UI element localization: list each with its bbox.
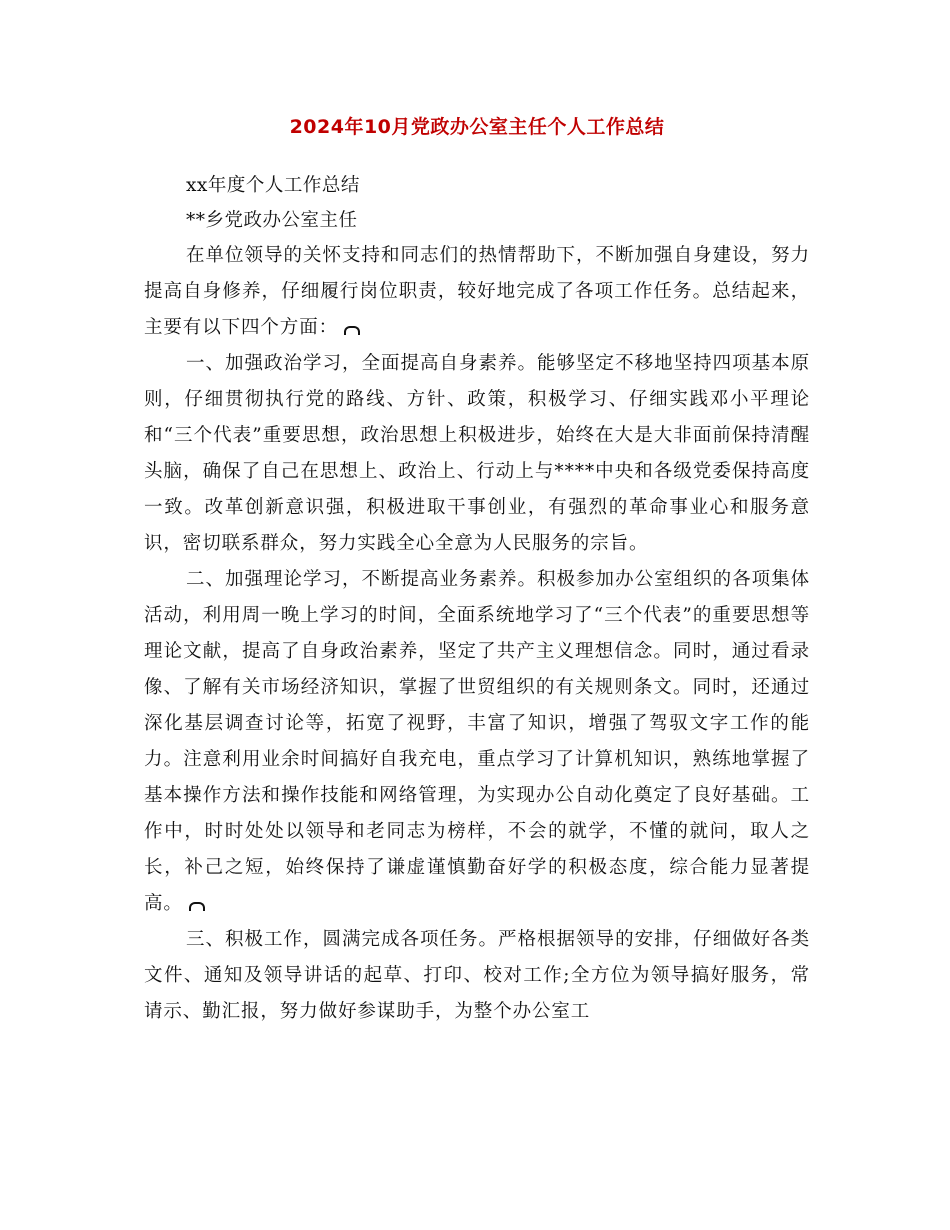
paragraph-intro bbox=[144, 238, 810, 346]
author-line: **乡党政办公室主任 bbox=[186, 210, 358, 231]
document-title: 2024年10月党政办公室主任个人工作总结 bbox=[289, 116, 665, 138]
document-subtitle: xx年度个人工作总结 bbox=[186, 175, 360, 196]
paragraph-text: 二、加强理论学习，不断提高业务素养。积极参加办公室组织的各项集体活动，利用周一晚上学习的时间，全面系统地学习了“三个代表”的重要思想等理论文献，提高了自身政治素养，坚定了共产主义理想信念。同时，通过看录像、了解有关市场经济知识，掌握了世贸组织的有关规则条文。同时，还通过深化基层调查讨论等，拓宽了视野，丰富了知识，增强了驾驭文字工作的能力。注意利用业余时间搞好自我充电，重点学习了计算机知识，熟练地掌握了基本操作方法和操作技能和网络管理，为实现办公自动化奠定了良好基础。工作中，时时处处以领导和老同志为榜样，不会的就学，不懂的就问，取人之长，补己之短，始终保持了谦虚谨慎勤奋好学的积极态度，综合能力显著提高。 bbox=[144, 569, 810, 914]
paragraph-text: 在单位领导的关怀支持和同志们的热情帮助下，不断加强自身建设，努力提高自身修养，仔细履行岗位职责，较好地完成了各项工作任务。总结起来，主要有以下四个方面： bbox=[144, 245, 810, 338]
section-break-mark bbox=[344, 326, 360, 335]
paragraph-section-3: 三、积极工作，圆满完成各项任务。严格根据领导的安排，仔细做好各类文件、通知及领导讲话的起草、打印、校对工作;全方位为领导搞好服务，常请示、勤汇报，努力做好参谋助手，为整个办公室工 bbox=[144, 929, 810, 1022]
section-break-mark bbox=[189, 902, 205, 911]
paragraph-section-1: 一、加强政治学习，全面提高自身素养。能够坚定不移地坚持四项基本原则，仔细贯彻执行党的路线、方针、政策，积极学习、仔细实践邓小平理论和“三个代表”重要思想，政治思想上积极进步，始终在大是大非面前保持清醒头脑，确保了自己在思想上、政治上、行动上与****中央和各级党委保持高度一致。改革创新意识强，积极进取干事创业，有强烈的革命事业心和服务意识，密切联系群众，努力实践全心全意为人民服务的宗旨。 bbox=[144, 353, 810, 554]
paragraph-section-2 bbox=[144, 562, 810, 922]
